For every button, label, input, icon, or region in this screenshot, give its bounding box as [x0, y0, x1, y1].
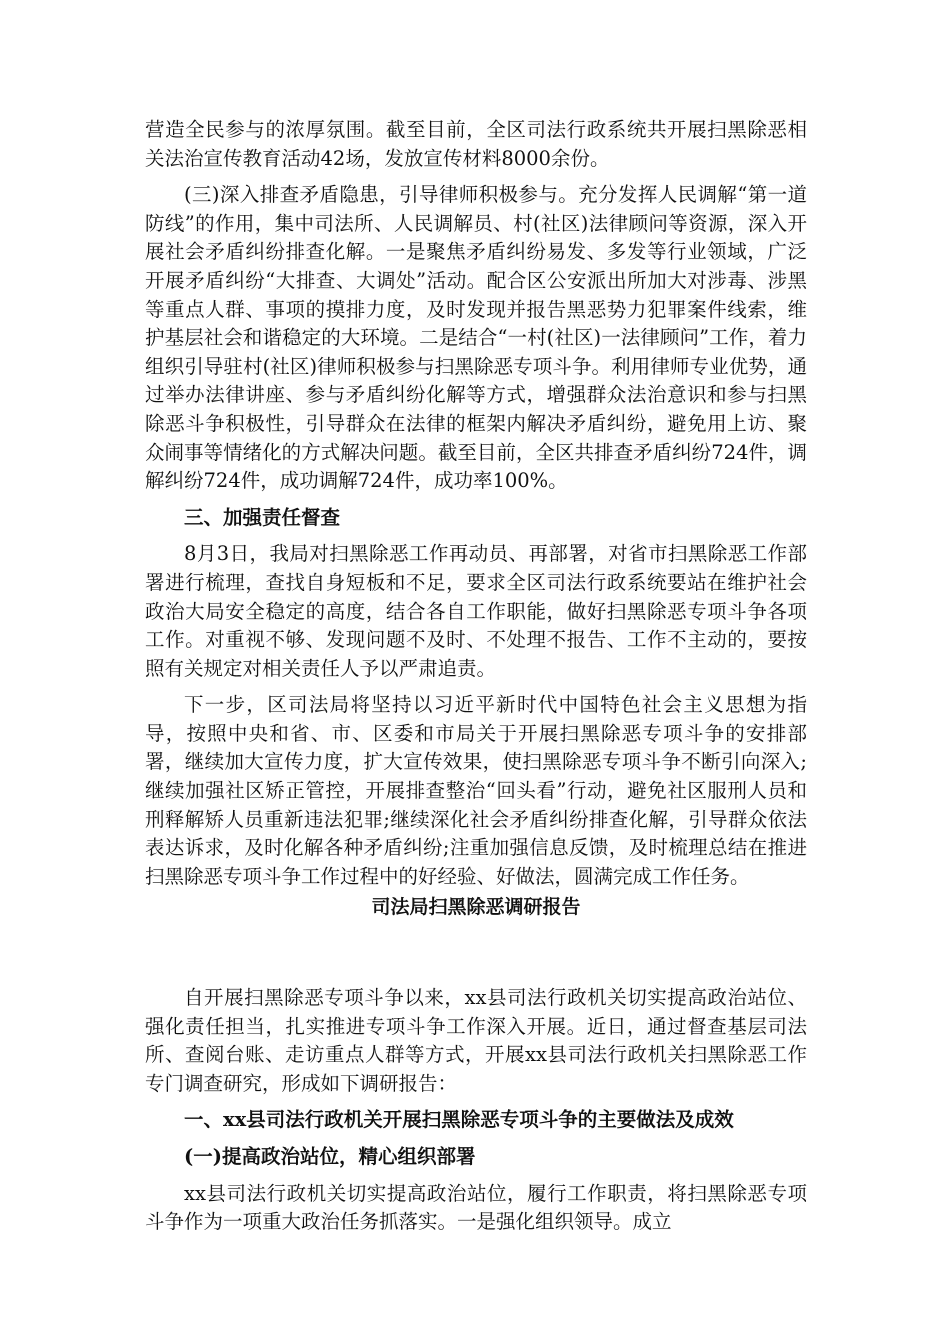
subsection-heading-political-stance: (一)提高政治站位，精心组织部署 [184, 1145, 476, 1168]
paragraph-report-intro: 自开展扫黑除恶专项斗争以来，xx县司法行政机关切实提高政治站位、强化责任担当，扎实推进专项斗争工作深入开展。近日，通过督查基层司法所、查阅台账、走访重点人群等方式，开展xx县司法行政机关扫黑除恶工作专门调查研究，形成如下调研报告： [145, 986, 807, 1095]
title-spacer [145, 922, 807, 984]
paragraph-next-steps: 下一步，区司法局将坚持以习近平新时代中国特色社会主义思想为指导，按照中央和省、市、区委和市局关于开展扫黑除恶专项斗争的安排部署，继续加大宣传力度，扩大宣传效果，使扫黑除恶专项斗争不断引向深入;继续加强社区矫正管控，开展排查整治“回头看”行动，避免社区服刑人员和刑释解矫人员重新违法犯罪;继续深化社会矛盾纠纷排查化解，引导群众依法表达诉求，及时化解各种矛盾纠纷;注重加强信息反馈，及时梳理总结在推进扫黑除恶专项斗争工作过程中的好经验、好做法，圆满完成工作任务。 [145, 693, 807, 888]
section-heading-supervision: 三、加强责任督查 [184, 505, 341, 529]
report-title: 司法局扫黑除恶调研报告 [371, 896, 581, 919]
section-heading-main-practices: 一、xx县司法行政机关开展扫黑除恶专项斗争的主要做法及成效 [184, 1108, 734, 1132]
paragraph-promotion-summary: 营造全民参与的浓厚氛围。截至目前，全区司法行政系统共开展扫黑除恶相关法治宣传教育活动42场，发放宣传材料8000余份。 [145, 118, 807, 170]
paragraph-political-task: xx县司法行政机关切实提高政治站位，履行工作职责，将扫黑除恶专项斗争作为一项重大政治任务抓落实。一是强化组织领导。成立 [145, 1181, 807, 1234]
document-page [145, 116, 807, 1245]
paragraph-august-mobilization: 8月3日，我局对扫黑除恶工作再动员、再部署，对省市扫黑除恶工作部署进行梳理，查找自身短板和不足，要求全区司法行政系统要站在维护社会政治大局安全稳定的高度，结合各自工作职能，做好扫黑除恶专项斗争各项工作。对重视不够、发现问题不及时、不处理不报告、工作不主动的，要按照有关规定对相关责任人予以严肃追责。 [145, 542, 807, 680]
paragraph-dispute-investigation: (三)深入排查矛盾隐患，引导律师积极参与。充分发挥人民调解“第一道防线”的作用，集中司法所、人民调解员、村(社区)法律顾问等资源，深入开展社会矛盾纠纷排查化解。一是聚焦矛盾纠纷易发、多发等行业领域，广泛开展矛盾纠纷“大排查、大调处”活动。配合区公安派出所加大对涉毒、涉黑等重点人群、事项的摸排力度，及时发现并报告黑恶势力犯罪案件线索，维护基层社会和谐稳定的大环境。二是结合“一村(社区)一法律顾问”工作，着力组织引导驻村(社区)律师积极参与扫黑除恶专项斗争。利用律师专业优势，通过举办法律讲座、参与矛盾纠纷化解等方式，增强群众法治意识和参与扫黑除恶斗争积极性，引导群众在法律的框架内解决矛盾纠纷，避免用上访、聚众闹事等情绪化的方式解决问题。截至目前，全区共排查矛盾纠纷724件，调解纠纷724件，成功调解724件，成功率100%。 [145, 183, 807, 493]
